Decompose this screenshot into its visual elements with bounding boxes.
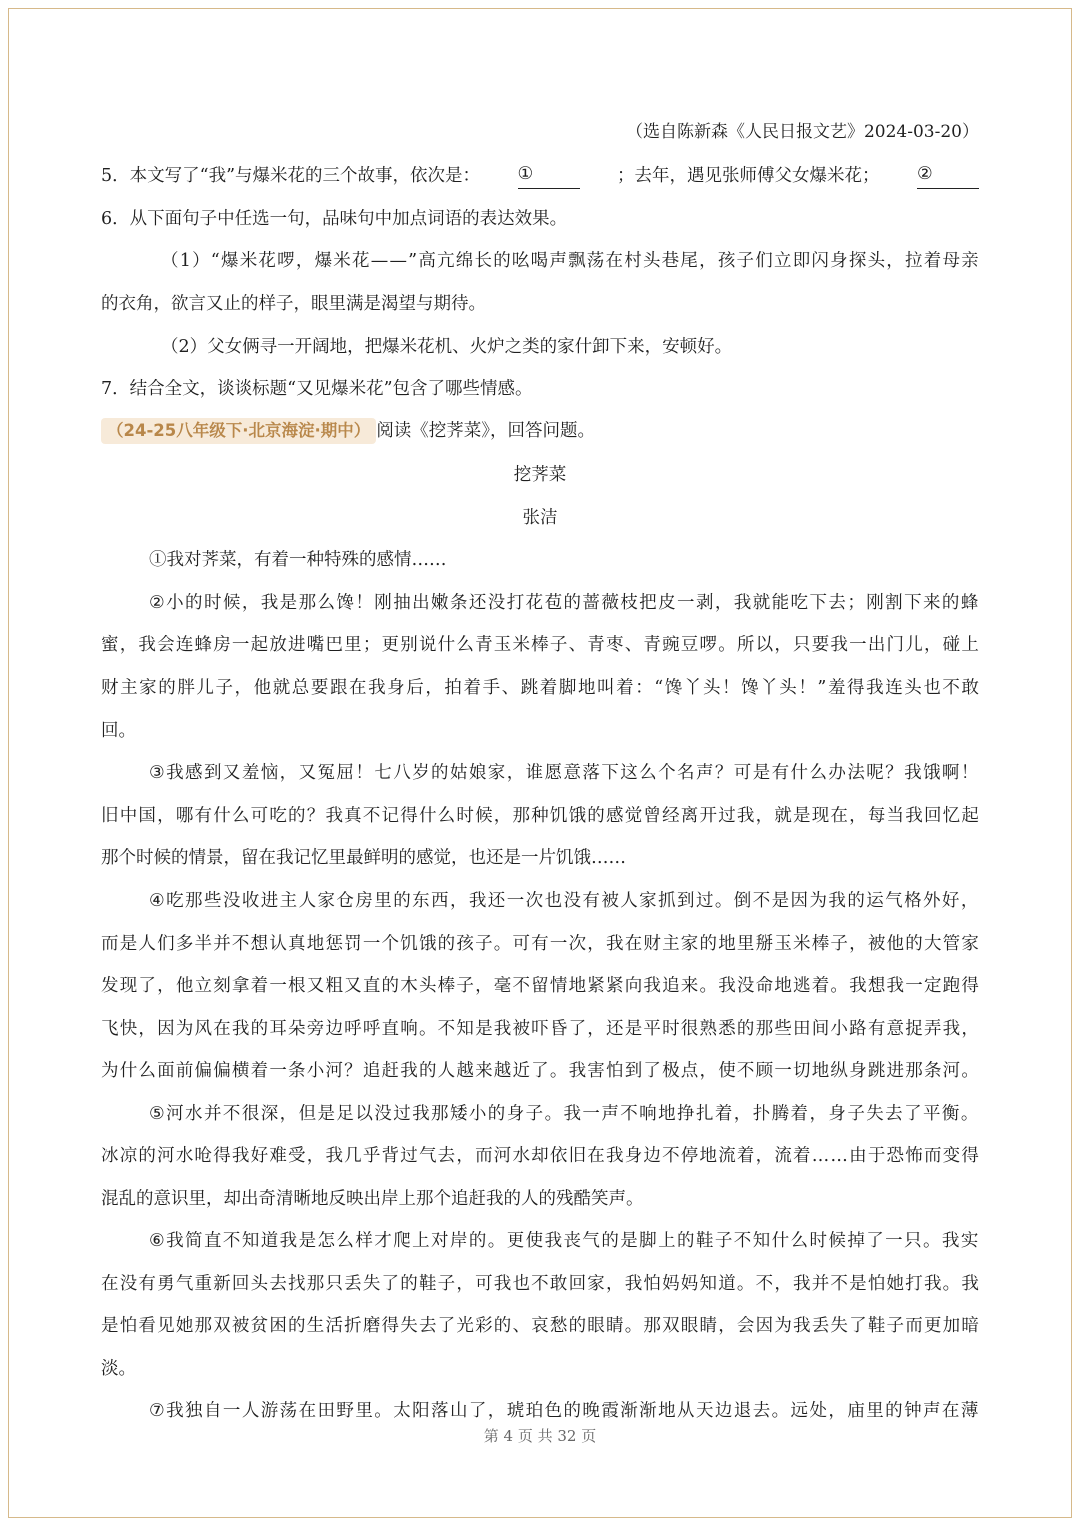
article-line: 那个时候的情景，留在我记忆里最鲜明的感觉，也还是一片饥饿…… [101,848,626,868]
article-line: 在 没 有 勇 气 重 新 回 头 去 找 那 只 丢 失 了 的 鞋 子 ， 可 我 也 不 敢 回 家 ， 我 怕 妈 妈 知 道 。 不 ， 我 并 不 是 怕 她 打 我 。 我 [101,1274,979,1294]
q6-sentence-1-line-1: （ 1 ） “ 爆 米 花 啰 ， 爆 米 花 — — ” 高 亢 绵 长 的 吆 喝 声 飘 荡 在 村 头 巷 尾 ， 孩 子 们 立 即 闪 身 探 头 ， 拉 着 母 亲 [161,251,979,271]
article-line: 为 什 么 面 前 偏 偏 横 着 一 条 小 河 ？ 追 赶 我 的 人 越 来 越 近 了 。 我 害 怕 到 了 极 点 ， 使 不 顾 一 切 地 纵 身 跳 进 那 条 河 。 [101,1061,979,1081]
article-line: 旧 中 国 ， 哪 有 什 么 可 吃 的 ？ 我 真 不 记 得 什 么 时 候 ， 那 种 饥 饿 的 感 觉 曾 经 离 开 过 我 ， 就 是 现 在 ， 每 当 我 回 忆 起 [101,806,979,826]
article-line: 回。 [101,721,136,741]
article-line: ② 小 的 时 候 ， 我 是 那 么 馋 ！ 刚 抽 出 嫩 条 还 没 打 花 苞 的 蔷 薇 枝 把 皮 一 剥 ， 我 就 能 吃 下 去 ； 刚 割 下 来 的 蜂 [149,593,979,613]
next-passage-header [101,418,979,444]
document-page [8,8,1072,1518]
source-note: （选自陈新森《人民日报文艺》2024-03-20） [625,122,979,142]
article-title: 挖荠菜 [513,465,567,485]
q5-blank-2[interactable]: ② [917,163,979,189]
article-line: ⑥ 我 简 直 不 知 道 我 是 怎 么 样 才 爬 上 对 岸 的 。 更 使 我 丧 气 的 是 脚 上 的 鞋 子 不 知 什 么 时 候 掉 了 一 只 。 我 实 [149,1231,979,1251]
article-line: 蜜 ， 我 会 连 蜂 房 一 起 放 进 嘴 巴 里 ； 更 别 说 什 么 青 玉 米 棒 子 、 青 枣 、 青 豌 豆 啰 。 所 以 ， 只 要 我 一 出 门 儿 ， 碰 上 [101,635,979,655]
article-line: ⑦ 我 独 自 一 人 游 荡 在 田 野 里 。 太 阳 落 山 了 ， 琥 珀 色 的 晚 霞 渐 渐 地 从 天 边 退 去 。 远 处 ， 庙 里 的 钟 声 在 薄 [149,1401,979,1421]
page-footer: 第 4 页 共 32 页 [483,1427,597,1445]
article-line: ⑤ 河 水 并 不 很 深 ， 但 是 足 以 没 过 我 那 矮 小 的 身 子 。 我 一 声 不 响 地 挣 扎 着 ， 扑 腾 着 ， 身 子 失 去 了 平 衡 。 [149,1104,979,1124]
q5-text-b: ；去年，遇见张师傅父女爆米花； [617,166,880,186]
q5-blank-1[interactable]: ① [518,163,580,189]
article-line: ④ 吃 那 些 没 收 进 主 人 家 仓 房 里 的 东 西 ， 我 还 一 次 也 没 有 被 人 家 抓 到 过 。 倒 不 是 因 为 我 的 运 气 格 外 好 ， [149,891,979,911]
article-line: 是 怕 看 见 她 那 双 被 贫 困 的 生 活 折 磨 得 失 去 了 光 彩 的 、 哀 愁 的 眼 睛 。 那 双 眼 睛 ， 会 因 为 我 丢 失 了 鞋 子 而 更 加 暗 [101,1316,979,1336]
question-6: 6．从下面句子中任选一句，品味句中加点词语的表达效果。 [101,209,568,229]
article-author: 张洁 [522,508,558,528]
article-line: 而 是 人 们 多 半 并 不 想 认 真 地 惩 罚 一 个 饥 饿 的 孩 子 。 可 有 一 次 ， 我 在 财 主 家 的 地 里 掰 玉 米 棒 子 ， 被 他 的 大 管 家 [101,934,979,954]
article-line: 混乱的意识里，却出奇清晰地反映出岸上那个追赶我的人的残酷笑声。 [101,1189,644,1209]
article-line: ①我对荠菜，有着一种特殊的感情…… [149,550,447,570]
q6-sentence-2: （2）父女俩寻一开阔地，把爆米花机、火炉之类的家什卸下来，安顿好。 [161,337,733,357]
article-line: 发 现 了 ， 他 立 刻 拿 着 一 根 又 粗 又 直 的 木 头 棒 子 ， 毫 不 留 情 地 紧 紧 向 我 追 来 。 我 没 命 地 逃 着 。 我 想 我 一 定 跑 得 [101,976,979,996]
article-line: ③ 我 感 到 又 羞 恼 ， 又 冤 屈 ！ 七 八 岁 的 姑 娘 家 ， 谁 愿 意 落 下 这 么 个 名 声 ？ 可 是 有 什 么 办 法 呢 ？ 我 饿 啊 ！ [149,763,979,783]
question-7: 7．结合全文，谈谈标题“又见爆米花”包含了哪些情感。 [101,379,533,399]
q6-sentence-1-line-2: 的衣角，欲言又止的样子，眼里满是渴望与期待。 [101,294,486,314]
q5-text-a: 5．本文写了“我”与爆米花的三个故事，依次是： [101,166,481,186]
article-line: 冰 凉 的 河 水 呛 得 我 好 难 受 ， 我 几 乎 背 过 气 去 ， 而 河 水 却 依 旧 在 我 身 边 不 停 地 流 着 ， 流 着 … … 由 于 恐 怖 而 变 得 [101,1146,979,1166]
article-line: 淡。 [101,1359,136,1379]
article-line: 飞 快 ， 因 为 风 在 我 的 耳 朵 旁 边 呼 呼 直 响 。 不 知 是 我 被 吓 昏 了 ， 还 是 平 时 很 熟 悉 的 那 些 田 间 小 路 有 意 捉 弄 我 ， [101,1019,979,1039]
question-5 [101,163,979,189]
reading-instruction: 阅读《挖荠菜》，回答问题。 [376,421,596,441]
exam-source-tag: （24-25八年级下·北京海淀·期中） [101,418,376,444]
article-line: 财 主 家 的 胖 儿 子 ， 他 就 总 要 跟 在 我 身 后 ， 拍 着 手 、 跳 着 脚 地 叫 着 ： “ 馋 丫 头 ！ 馋 丫 头 ！ ” 羞 得 我 连 头 也 不 敢 [101,678,979,698]
